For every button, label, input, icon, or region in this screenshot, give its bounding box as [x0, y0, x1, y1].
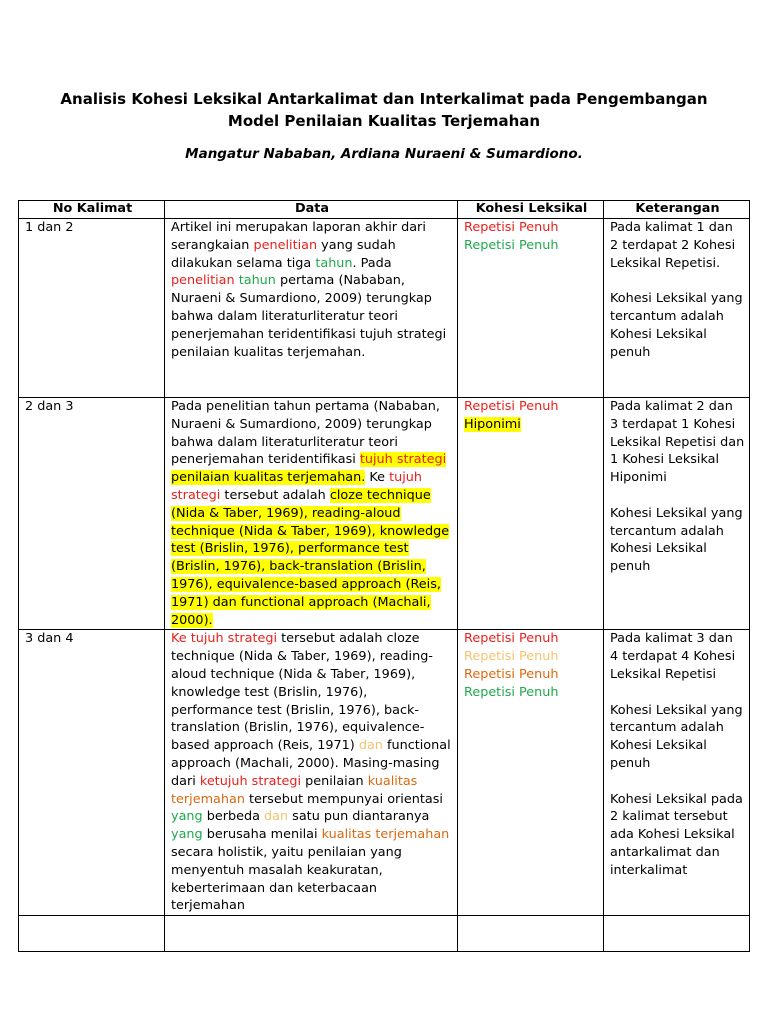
- cohesion-label: Repetisi Penuh: [464, 649, 559, 665]
- cell-no-kalimat: 3 dan 4: [19, 630, 165, 916]
- text-run: tersebut mempunyai orientasi: [244, 791, 443, 807]
- text-run: penelitian: [171, 273, 235, 289]
- text-run: . Pada: [352, 255, 392, 271]
- text-run: Artikel ini merupakan laporan akhir dari serangkaian: [171, 220, 426, 253]
- text-run: yang: [171, 809, 203, 825]
- document-authors: Mangatur Nababan, Ardiana Nuraeni & Sumardiono.: [185, 146, 583, 162]
- text-run: tahun: [238, 273, 276, 289]
- text-run: Pada penelitian tahun pertama (Nababan, Nuraeni & Sumardiono, 2009) terungkap bahwa dalam literaturliteratur teori penerjemahan teridentifikasi: [171, 399, 440, 468]
- text-run: dan: [358, 738, 383, 754]
- cell-kohesi-leksikal: [458, 219, 604, 398]
- text-run: tujuh: [389, 470, 422, 486]
- text-run: tersebut adalah cloze technique (Nida & Taber, 1969), reading-aloud technique (Nida & Taber, 1969), knowledge test (Brislin, 1976), performance test (Brislin, 1976), back-translation (Brislin, 1976), equivalence-based approach (Reis, 1971): [171, 631, 433, 754]
- text-run: tersebut adalah: [220, 487, 330, 503]
- table-row: [19, 630, 750, 916]
- text-run: satu pun diantaranya: [288, 809, 430, 825]
- note-paragraph: Pada kalimat 1 dan 2 terdapat 2 Kohesi Leksikal Repetisi.: [610, 220, 736, 271]
- text-run: penelitian: [253, 237, 318, 253]
- cell-keterangan: [604, 916, 750, 952]
- cell-data: [165, 219, 458, 398]
- paragraph-spacer: [610, 487, 745, 505]
- header-no-kalimat: No Kalimat: [19, 201, 165, 219]
- note-paragraph: Kohesi Leksikal yang tercantum adalah Kohesi Leksikal penuh: [610, 702, 743, 771]
- text-run: tahun: [315, 255, 353, 271]
- cohesion-label: Repetisi Penuh: [464, 631, 559, 647]
- note-paragraph: Kohesi Leksikal pada 2 kalimat tersebut ada Kohesi Leksikal antarkalimat dan interkalimat: [610, 791, 743, 878]
- text-run: tujuh strategi: [359, 452, 447, 468]
- note-paragraph: Kohesi Leksikal yang tercantum adalah Kohesi Leksikal penuh: [610, 291, 743, 360]
- cell-kohesi-leksikal: [458, 398, 604, 630]
- cell-no-kalimat: [19, 916, 165, 952]
- text-run: ketujuh strategi: [199, 773, 302, 789]
- text-run: functional approach (Machali, 2000). Masing-masing dari: [171, 738, 451, 789]
- note-paragraph: Pada kalimat 3 dan 4 terdapat 4 Kohesi Leksikal Repetisi: [610, 631, 736, 682]
- cell-keterangan: [604, 398, 750, 630]
- cohesion-label: Repetisi Penuh: [464, 684, 559, 700]
- cell-keterangan: [604, 219, 750, 398]
- text-run: dan: [264, 809, 289, 825]
- note-paragraph: Kohesi Leksikal yang tercantum adalah Kohesi Leksikal penuh: [610, 505, 743, 575]
- cohesion-label: Repetisi Penuh: [464, 237, 559, 253]
- note-paragraph: Pada kalimat 2 dan 3 terdapat 1 Kohesi Leksikal Repetisi dan 1 Kohesi Leksikal Hiponimi: [610, 399, 745, 486]
- document-title: [0, 88, 768, 132]
- cell-data: [165, 630, 458, 916]
- cohesion-label: Repetisi Penuh: [464, 220, 559, 235]
- cell-no-kalimat: 1 dan 2: [19, 219, 165, 398]
- cell-kohesi-leksikal: [458, 916, 604, 952]
- text-run: strategi: [171, 487, 221, 503]
- paragraph-spacer: [610, 773, 745, 791]
- text-run: penilaian kualitas terjemahan.: [171, 470, 366, 486]
- text-run: secara holistik, yaitu penilaian yang menyentuh masalah keakuratan, keberterimaan dan keterbacaan terjemahan: [171, 844, 402, 914]
- cohesion-label: Repetisi Penuh: [464, 399, 559, 414]
- text-run: Ke: [365, 470, 390, 486]
- header-data: Data: [165, 201, 458, 219]
- table-header-row: [19, 201, 750, 219]
- text-run: yang sudah dilakukan selama tiga: [171, 237, 396, 271]
- title-line-2: Model Penilaian Kualitas Terjemahan: [227, 112, 541, 130]
- cell-data: [165, 398, 458, 630]
- text-run: penilaian: [301, 773, 368, 789]
- cohesion-label: Hiponimi: [464, 416, 521, 432]
- cell-kohesi-leksikal: [458, 630, 604, 916]
- cell-data: [165, 916, 458, 952]
- cell-keterangan: [604, 630, 750, 916]
- header-kohesi-leksikal: Kohesi Leksikal: [458, 201, 604, 219]
- text-run: berusaha menilai: [202, 827, 322, 843]
- header-keterangan: Keterangan: [604, 201, 750, 219]
- text-run: yang: [171, 827, 203, 843]
- paragraph-spacer: [610, 684, 745, 702]
- text-run: kualitas terjemahan: [321, 827, 450, 843]
- text-run: Ke tujuh strategi: [171, 631, 278, 647]
- text-run: pertama (Nababan, Nuraeni & Sumardiono, 2009) terungkap bahwa dalam literaturliteratur teori penerjemahan teridentifikasi tujuh strategi penilaian kualitas terjemahan.: [171, 273, 447, 360]
- cell-no-kalimat: 2 dan 3: [19, 398, 165, 630]
- cohesion-label: Repetisi Penuh: [464, 666, 559, 682]
- title-line-1: Analisis Kohesi Leksikal Antarkalimat dan Interkalimat pada Pengembangan: [60, 90, 708, 108]
- cohesion-table: [18, 200, 750, 952]
- text-run: cloze technique (Nida & Taber, 1969), reading-aloud technique (Nida & Taber, 1969), knowledge test (Brislin, 1976), performance test (Brislin, 1976), back-translation (Brislin, 1976), equivalence-based approach (Reis, 1971) dan functional approach (Machali, 2000).: [171, 487, 450, 628]
- text-run: kualitas terjemahan: [171, 773, 418, 807]
- table-row: [19, 398, 750, 630]
- paragraph-spacer: [610, 272, 745, 290]
- text-run: berbeda: [202, 809, 265, 825]
- table-row: [19, 219, 750, 398]
- table-row: [19, 916, 750, 952]
